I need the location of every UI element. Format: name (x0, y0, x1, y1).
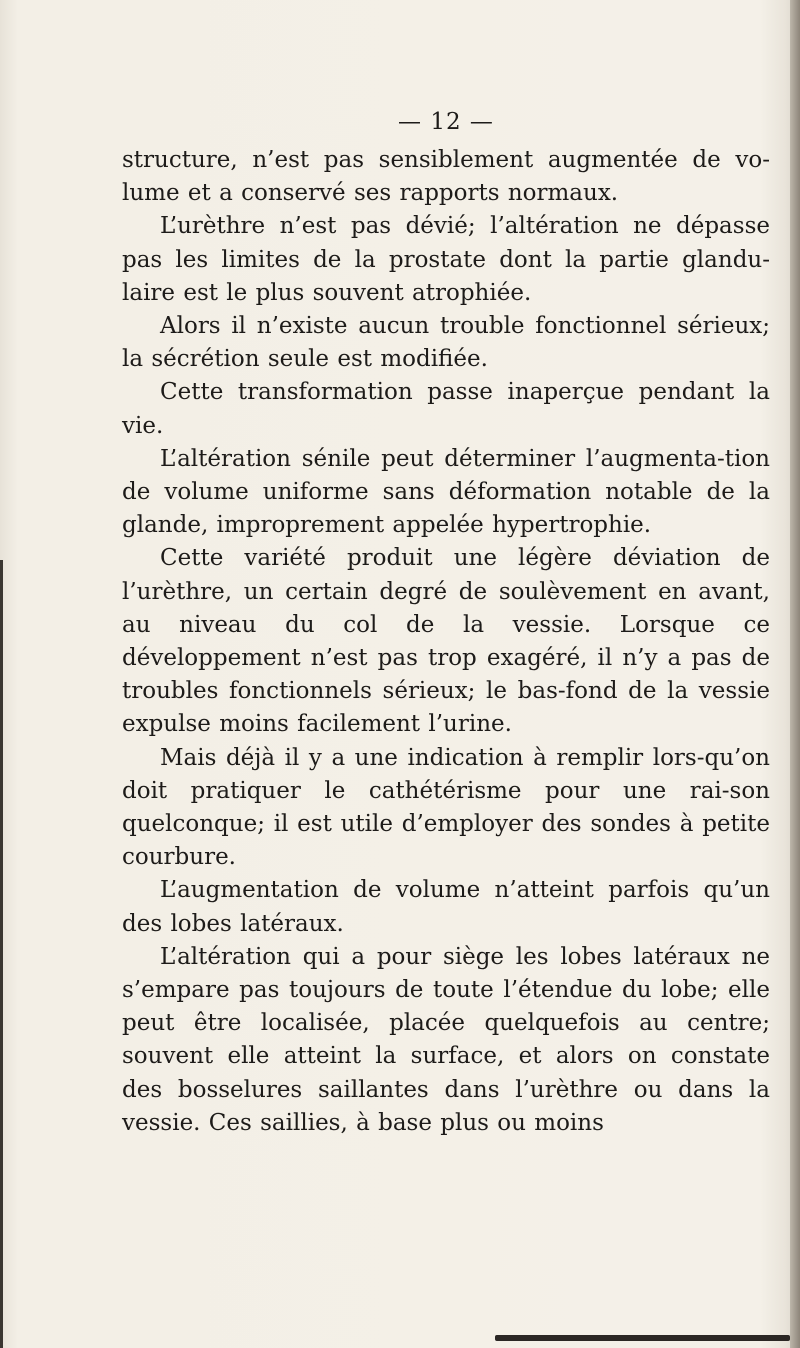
paragraph-6: Cette variété produit une légère déviation de l’urèthre, un certain degré de soulèvement en avant, au niveau du col de la vessie. Lorsque ce développement n’est pas trop exagéré, il n’y a pas de troubles fonctionnels sérieux; le bas-fond de la vessie expulse moins facilement l’urine. (122, 545, 770, 738)
paragraph-3: Alors il n’existe aucun trouble fonctionnel sérieux; la sécrétion seule est modifiée. (122, 313, 770, 373)
page-number: — 12 — (398, 109, 494, 135)
paragraph-5: L’altération sénile peut déterminer l’augmenta-tion de volume uniforme sans déformation notable de la glande, improprement appelée hypertrophie. (122, 445, 770, 539)
paragraph-7: Mais déjà il y a une indication à remplir lors-qu’on doit pratiquer le cathétérisme pour une rai-son quelconque; il est utile d’employer des sondes à petite courbure. (122, 744, 770, 871)
page-content (122, 108, 770, 1140)
paragraph-9: L’altération qui a pour siège les lobes latéraux ne s’empare pas toujours de toute l’étendue du lobe; elle peut être localisée, placée quelquefois au centre; souvent elle atteint la surface, et alors on constate des bosselures saillantes dans l’urèthre ou dans la vessie. Ces saillies, à base plus ou moins (122, 943, 770, 1136)
page-left-edge (0, 560, 3, 1348)
paragraph-1: structure, n’est pas sensiblement augmentée de vo-lume et a conservé ses rapports normaux. (122, 147, 770, 207)
paragraph-8: L’augmentation de volume n’atteint parfois qu’un des lobes latéraux. (122, 877, 770, 937)
paragraph-2: L’urèthre n’est pas dévié; l’altération ne dépasse pas les limites de la prostate dont la partie glandu-laire est le plus souvent atrophiée. (122, 213, 770, 306)
bottom-print-mark (495, 1335, 790, 1341)
paragraph-4: Cette transformation passe inaperçue pendant la vie. (122, 379, 770, 439)
page-right-edge (790, 0, 800, 1348)
